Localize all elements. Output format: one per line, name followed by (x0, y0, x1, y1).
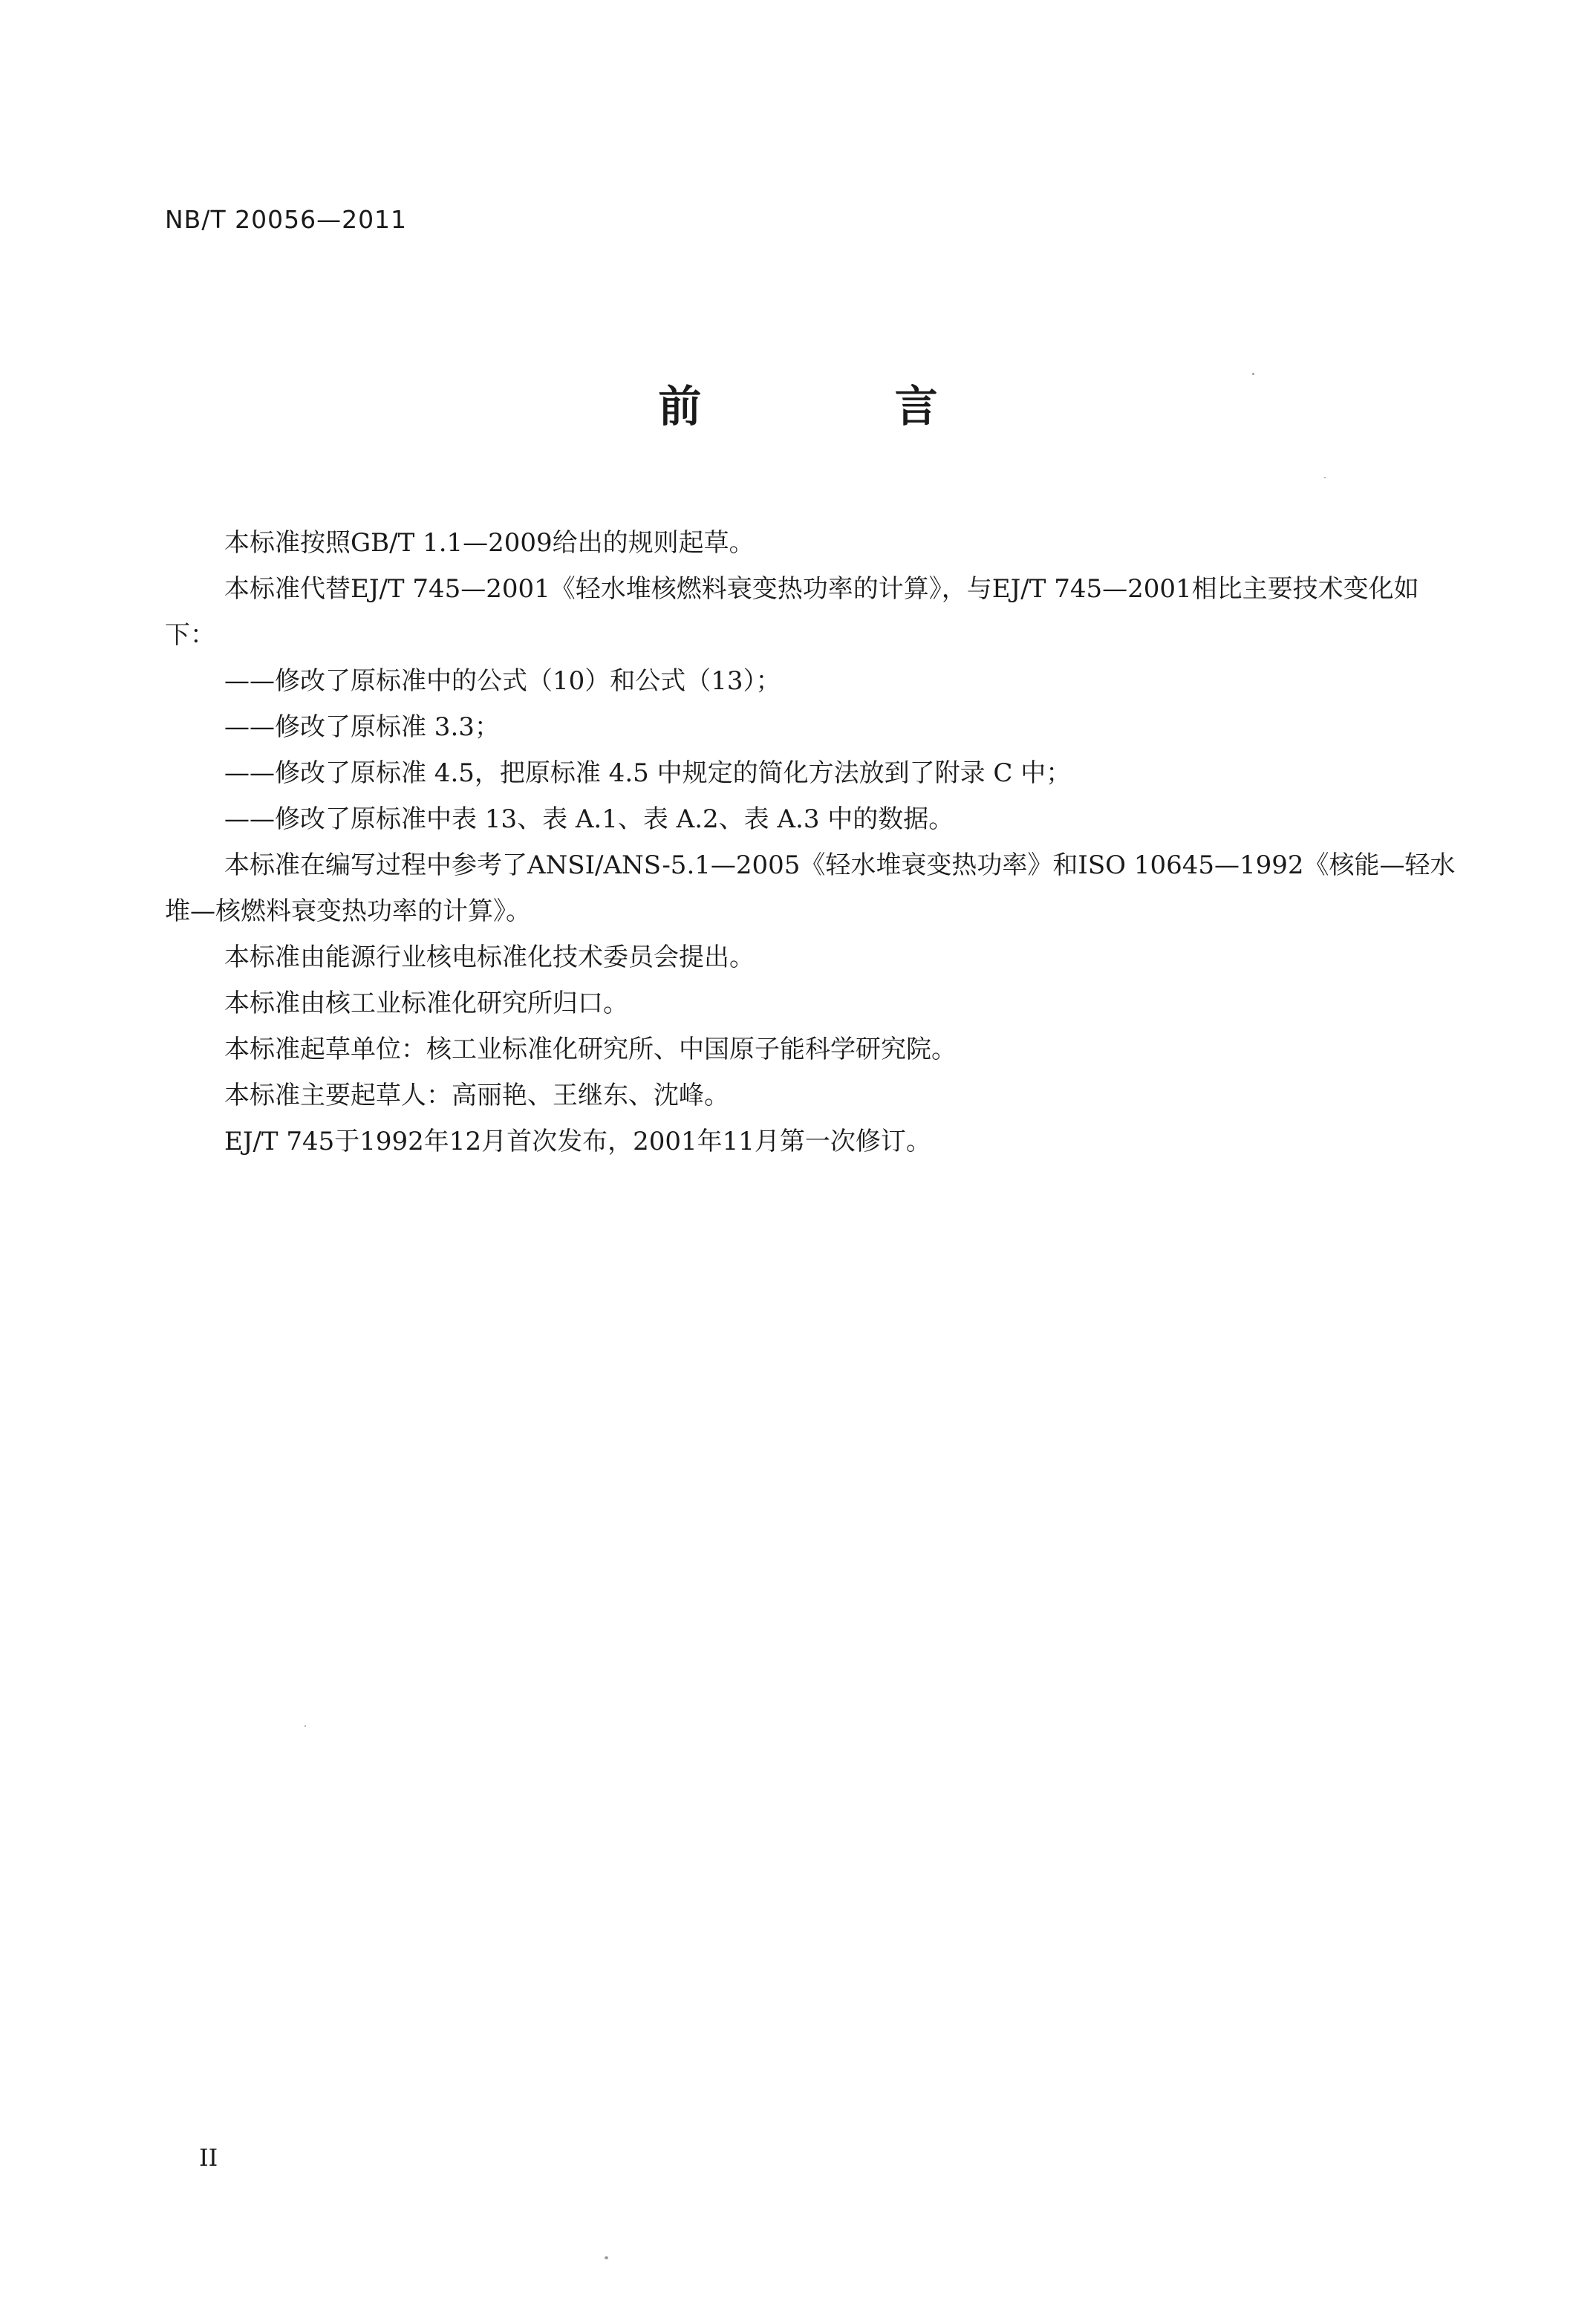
change-item: ——修改了原标准 4.5，把原标准 4.5 中规定的简化方法放到了附录 C 中； (224, 758, 1072, 788)
foreword-body (165, 520, 1457, 1165)
page-title: 前 言 (658, 381, 1027, 432)
change-item: ——修改了原标准 3.3； (224, 712, 500, 742)
paragraph-proposer: 本标准由能源行业核电标准化技术委员会提出。 (224, 942, 755, 972)
paragraph-drafters: 本标准主要起草人：高丽艳、王继东、沈峰。 (224, 1081, 729, 1110)
document-code: NB/T 20056—2011 (165, 205, 408, 234)
paragraph-replacement: 本标准代替EJ/T 745—2001《轻水堆核燃料衰变热功率的计算》，与EJ/T 745—2001相比主要技术变化如下： (165, 574, 1419, 650)
page-number: II (199, 2143, 218, 2172)
change-item: ——修改了原标准中表 13、表 A.1、表 A.2、表 A.3 中的数据。 (224, 804, 954, 834)
scan-speck (1252, 373, 1254, 375)
scan-speck (605, 2256, 608, 2259)
paragraph-drafting-rules: 本标准按照GB/T 1.1—2009给出的规则起草。 (224, 528, 755, 558)
scan-speck (1324, 477, 1326, 478)
paragraph-references: 本标准在编写过程中参考了ANSI/ANS-5.1—2005《轻水堆衰变热功率》和ISO 10645—1992《核能—轻水堆—核燃料衰变热功率的计算》。 (165, 850, 1456, 926)
paragraph-history: EJ/T 745于1992年12月首次发布，2001年11月第一次修订。 (224, 1127, 931, 1156)
paragraph-drafting-units: 本标准起草单位：核工业标准化研究所、中国原子能科学研究院。 (224, 1035, 957, 1064)
paragraph-administrator: 本标准由核工业标准化研究所归口。 (224, 989, 628, 1018)
scan-speck (304, 1725, 306, 1727)
change-item: ——修改了原标准中的公式（10）和公式（13）； (224, 666, 781, 696)
